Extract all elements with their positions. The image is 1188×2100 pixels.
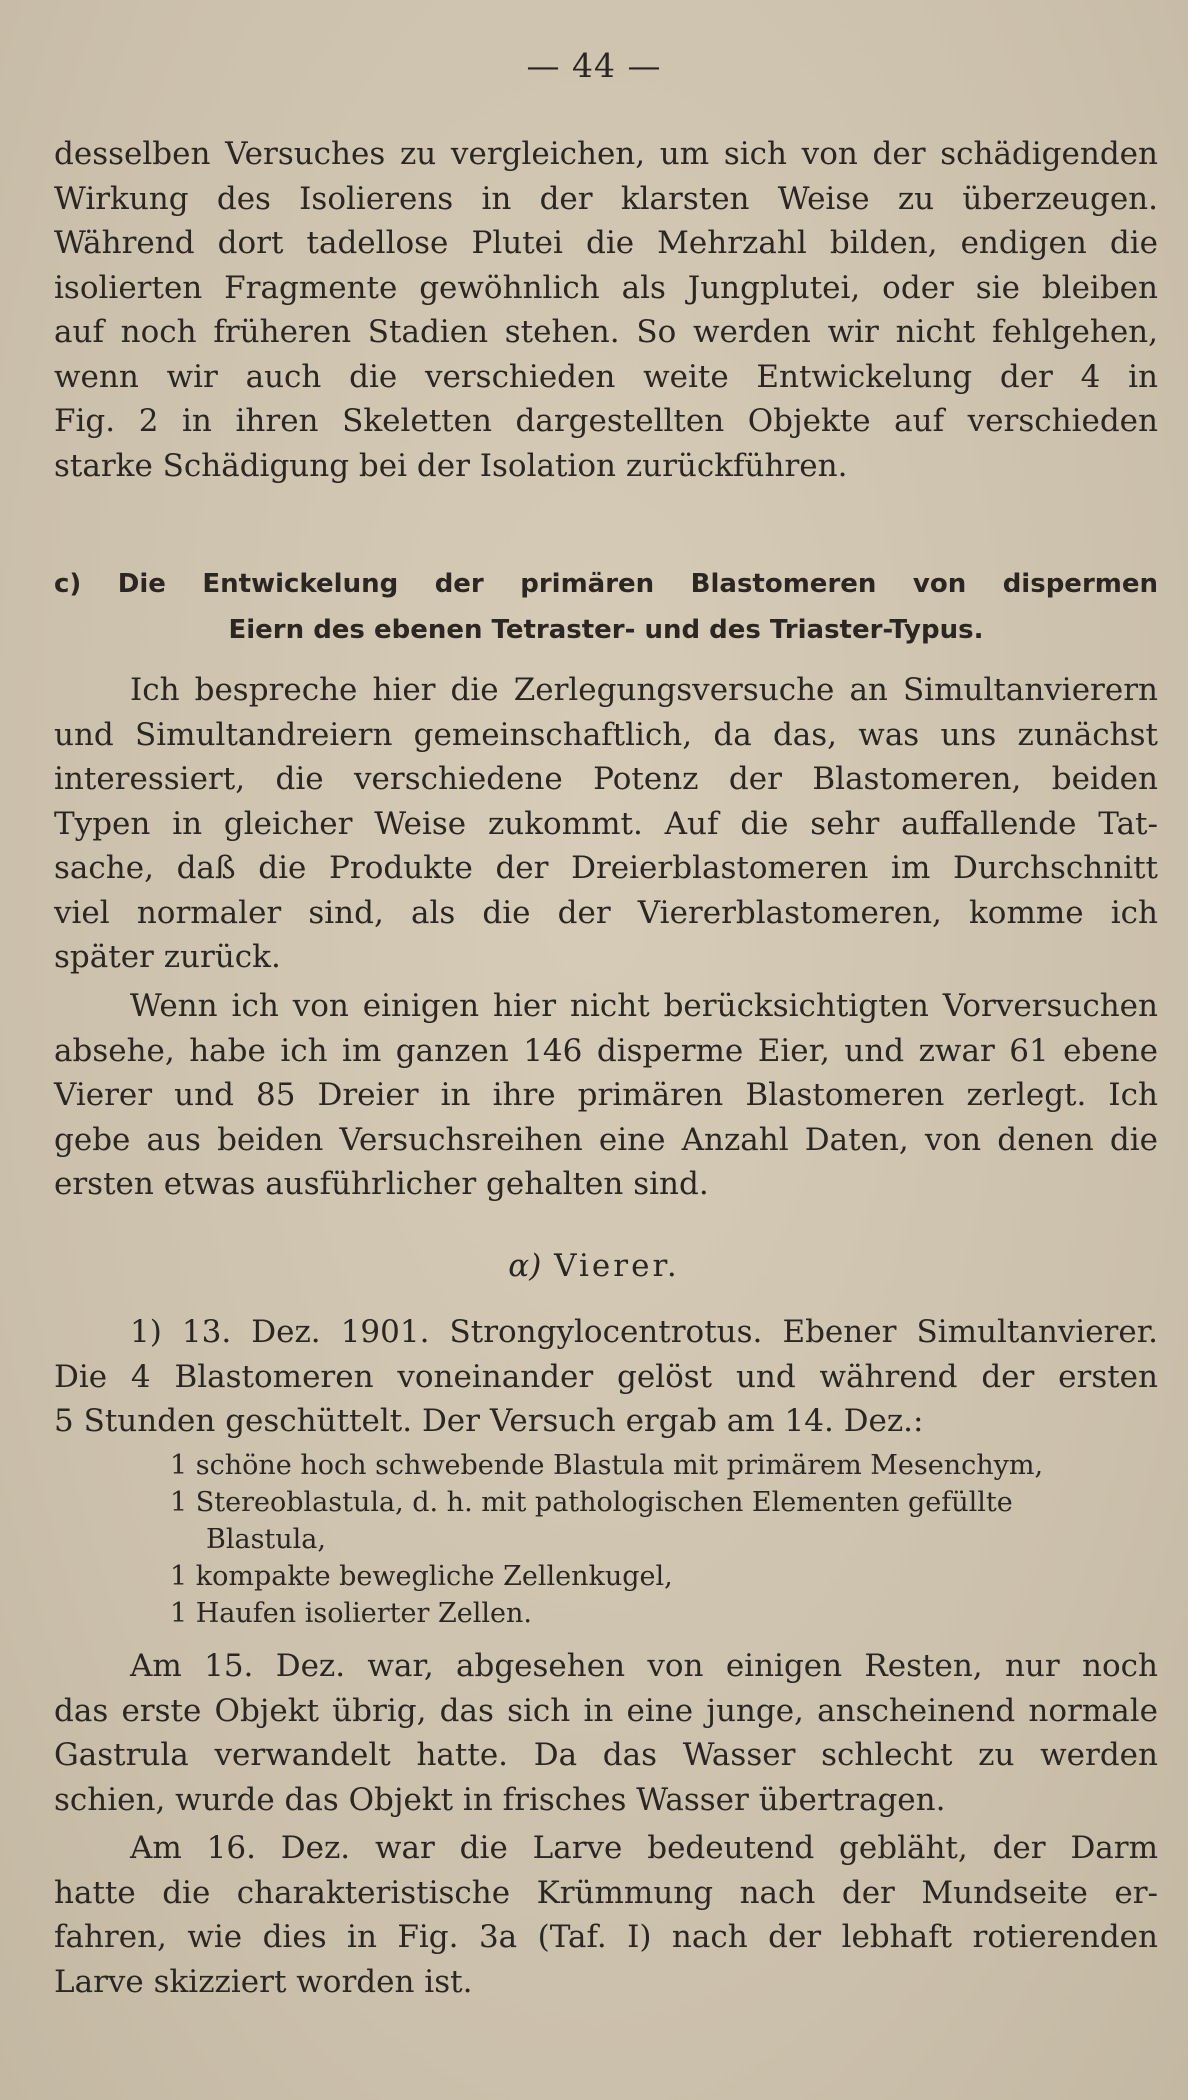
text-line: Wenn ich von einigen hier nicht berücksichtigten Vorversuchen <box>130 988 1158 1024</box>
subheading-marker: α) <box>508 1248 542 1284</box>
paragraph-4 <box>54 1310 1158 1444</box>
text-line: auf noch früheren Stadien stehen. So werden wir nicht fehlgehen, <box>54 314 1158 350</box>
subheading-text: Vierer. <box>554 1248 680 1284</box>
list-item: 1 Stereoblastula, d. h. mit pathologischen Elementen gefüllte <box>170 1487 1013 1518</box>
result-list <box>54 1447 1158 1632</box>
text-line: Larve skizziert worden ist. <box>54 1963 473 2000</box>
text-line: Vierer und 85 Dreier in ihre primären Blastomeren zerlegt. Ich <box>54 1077 1158 1113</box>
heading-line: Eiern des ebenen Tetraster- und des Triaster-Typus. <box>228 615 984 645</box>
heading-line: c) Die Entwickelung der primären Blastomeren von dispermen <box>54 569 1158 599</box>
text-line: Wirkung des Isolierens in der klarsten Weise zu überzeugen. <box>54 180 1158 217</box>
text-line: Am 15. Dez. war, abgesehen von einigen Resten, nur noch <box>130 1648 1158 1684</box>
paragraph-3 <box>54 984 1158 1207</box>
text-line: fahren, wie dies in Fig. 3a (Taf. I) nach der lebhaft rotierenden <box>54 1919 1158 1955</box>
paragraph-6 <box>54 1826 1158 2004</box>
list-item: Blastula, <box>206 1524 326 1555</box>
paragraph-2 <box>54 668 1158 980</box>
text-line: und Simultandreiern gemeinschaftlich, da das, was uns zunächst <box>54 716 1158 753</box>
text-line: später zurück. <box>54 939 281 975</box>
text-line: gebe aus beiden Versuchsreihen eine Anzahl Daten, von denen die <box>54 1121 1158 1158</box>
list-item: 1 Haufen isolierter Zellen. <box>170 1598 532 1629</box>
text-line: Während dort tadellose Plutei die Mehrzahl bilden, endigen die <box>54 225 1158 261</box>
text-line: isolierten Fragmente gewöhnlich als Jungplutei, oder sie bleiben <box>54 269 1158 306</box>
text-line: viel normaler sind, als die der Viererblastomeren, komme ich <box>54 894 1158 931</box>
text-line: sache, daß die Produkte der Dreierblastomeren im Durchschnitt <box>54 850 1158 886</box>
text-line: Typen in gleicher Weise zukommt. Auf die sehr auffallende Tat- <box>54 805 1158 842</box>
text-line: wenn wir auch die verschieden weite Entwickelung der 4 in <box>54 358 1158 395</box>
text-line: absehe, habe ich im ganzen 146 disperme Eier, und zwar 61 ebene <box>54 1032 1158 1069</box>
paragraph-1 <box>54 132 1158 488</box>
paragraph-5 <box>54 1644 1158 1822</box>
text-line: 1) 13. Dez. 1901. Strongylocentrotus. Ebener Simultanvierer. <box>130 1314 1158 1350</box>
section-heading <box>54 561 1158 653</box>
text-line: Ich bespreche hier die Zerlegungsversuche an Simultanvierern <box>130 672 1158 708</box>
text-line: hatte die charakteristische Krümmung nach der Mundseite er- <box>54 1874 1158 1911</box>
text-line: starke Schädigung bei der Isolation zurückführen. <box>54 447 848 484</box>
text-line: 5 Stunden geschüttelt. Der Versuch ergab am 14. Dez.: <box>54 1403 924 1439</box>
list-item: 1 kompakte bewegliche Zellenkugel, <box>170 1561 673 1592</box>
text-line: Am 16. Dez. war die Larve bedeutend gebläht, der Darm <box>130 1830 1158 1866</box>
text-line: interessiert, die verschiedene Potenz der Blastomeren, beiden <box>54 761 1158 797</box>
text-line: schien, wurde das Objekt in frisches Wasser übertragen. <box>54 1781 946 1818</box>
text-line: ersten etwas ausführlicher gehalten sind. <box>54 1166 709 1202</box>
subheading <box>0 1248 1188 1284</box>
text-line: Fig. 2 in ihren Skeletten dargestellten Objekte auf verschieden <box>54 403 1158 439</box>
text-line: das erste Objekt übrig, das sich in eine junge, anscheinend normale <box>54 1692 1158 1729</box>
page-number: — 44 — <box>526 46 662 85</box>
text-line: desselben Versuches zu vergleichen, um sich von der schädigenden <box>54 136 1158 172</box>
text-line: Die 4 Blastomeren voneinander gelöst und während der ersten <box>54 1358 1158 1395</box>
list-item: 1 schöne hoch schwebende Blastula mit primärem Mesenchym, <box>170 1450 1044 1481</box>
text-line: Gastrula verwandelt hatte. Da das Wasser schlecht zu werden <box>54 1737 1158 1773</box>
